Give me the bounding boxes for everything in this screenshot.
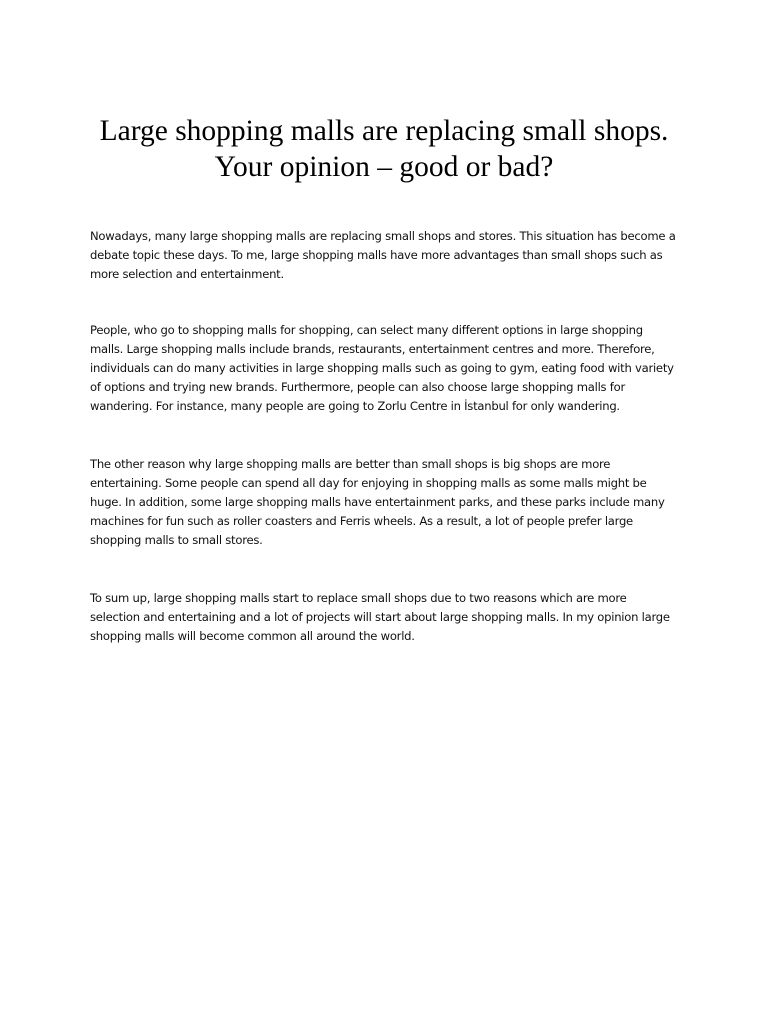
paragraph-selection [90, 321, 690, 416]
paragraph-line: selection and entertaining and a lot of projects will start about large shopping malls. In my opinion large [90, 610, 670, 624]
paragraph-line: malls. Large shopping malls include brands, restaurants, entertainment centres and more. Therefore, [90, 342, 655, 356]
paragraph-line: To sum up, large shopping malls start to replace small shops due to two reasons which are more [90, 591, 627, 605]
paragraph-introduction [90, 227, 690, 284]
paragraph-line: People, who go to shopping malls for shopping, can select many different options in large shopping [90, 323, 643, 337]
paragraph-conclusion [90, 589, 690, 646]
paragraph-line: entertaining. Some people can spend all day for enjoying in shopping malls as some malls might be [90, 476, 647, 490]
title-line-1: Large shopping malls are replacing small shops. [99, 115, 669, 147]
paragraph-line: The other reason why large shopping malls are better than small shops is big shops are more [90, 457, 611, 471]
paragraph-entertainment [90, 455, 690, 550]
paragraph-line: wandering. For instance, many people are going to Zorlu Centre in İstanbul for only wandering. [90, 399, 620, 413]
essay-title [40, 113, 728, 185]
paragraph-line: more selection and entertainment. [90, 267, 284, 281]
paragraph-line: shopping malls to small stores. [90, 533, 263, 547]
paragraph-line: of options and trying new brands. Furthermore, people can also choose large shopping malls for [90, 380, 625, 394]
paragraph-line: shopping malls will become common all around the world. [90, 629, 415, 643]
paragraph-line: Nowadays, many large shopping malls are replacing small shops and stores. This situation has become a [90, 229, 676, 243]
paragraph-line: debate topic these days. To me, large shopping malls have more advantages than small shops such as [90, 248, 663, 262]
paragraph-line: machines for fun such as roller coasters and Ferris wheels. As a result, a lot of people prefer large [90, 514, 633, 528]
paragraph-line: huge. In addition, some large shopping malls have entertainment parks, and these parks include many [90, 495, 665, 509]
title-line-2: Your opinion – good or bad? [214, 151, 554, 183]
paragraph-line: individuals can do many activities in large shopping malls such as going to gym, eating food with variety [90, 361, 674, 375]
